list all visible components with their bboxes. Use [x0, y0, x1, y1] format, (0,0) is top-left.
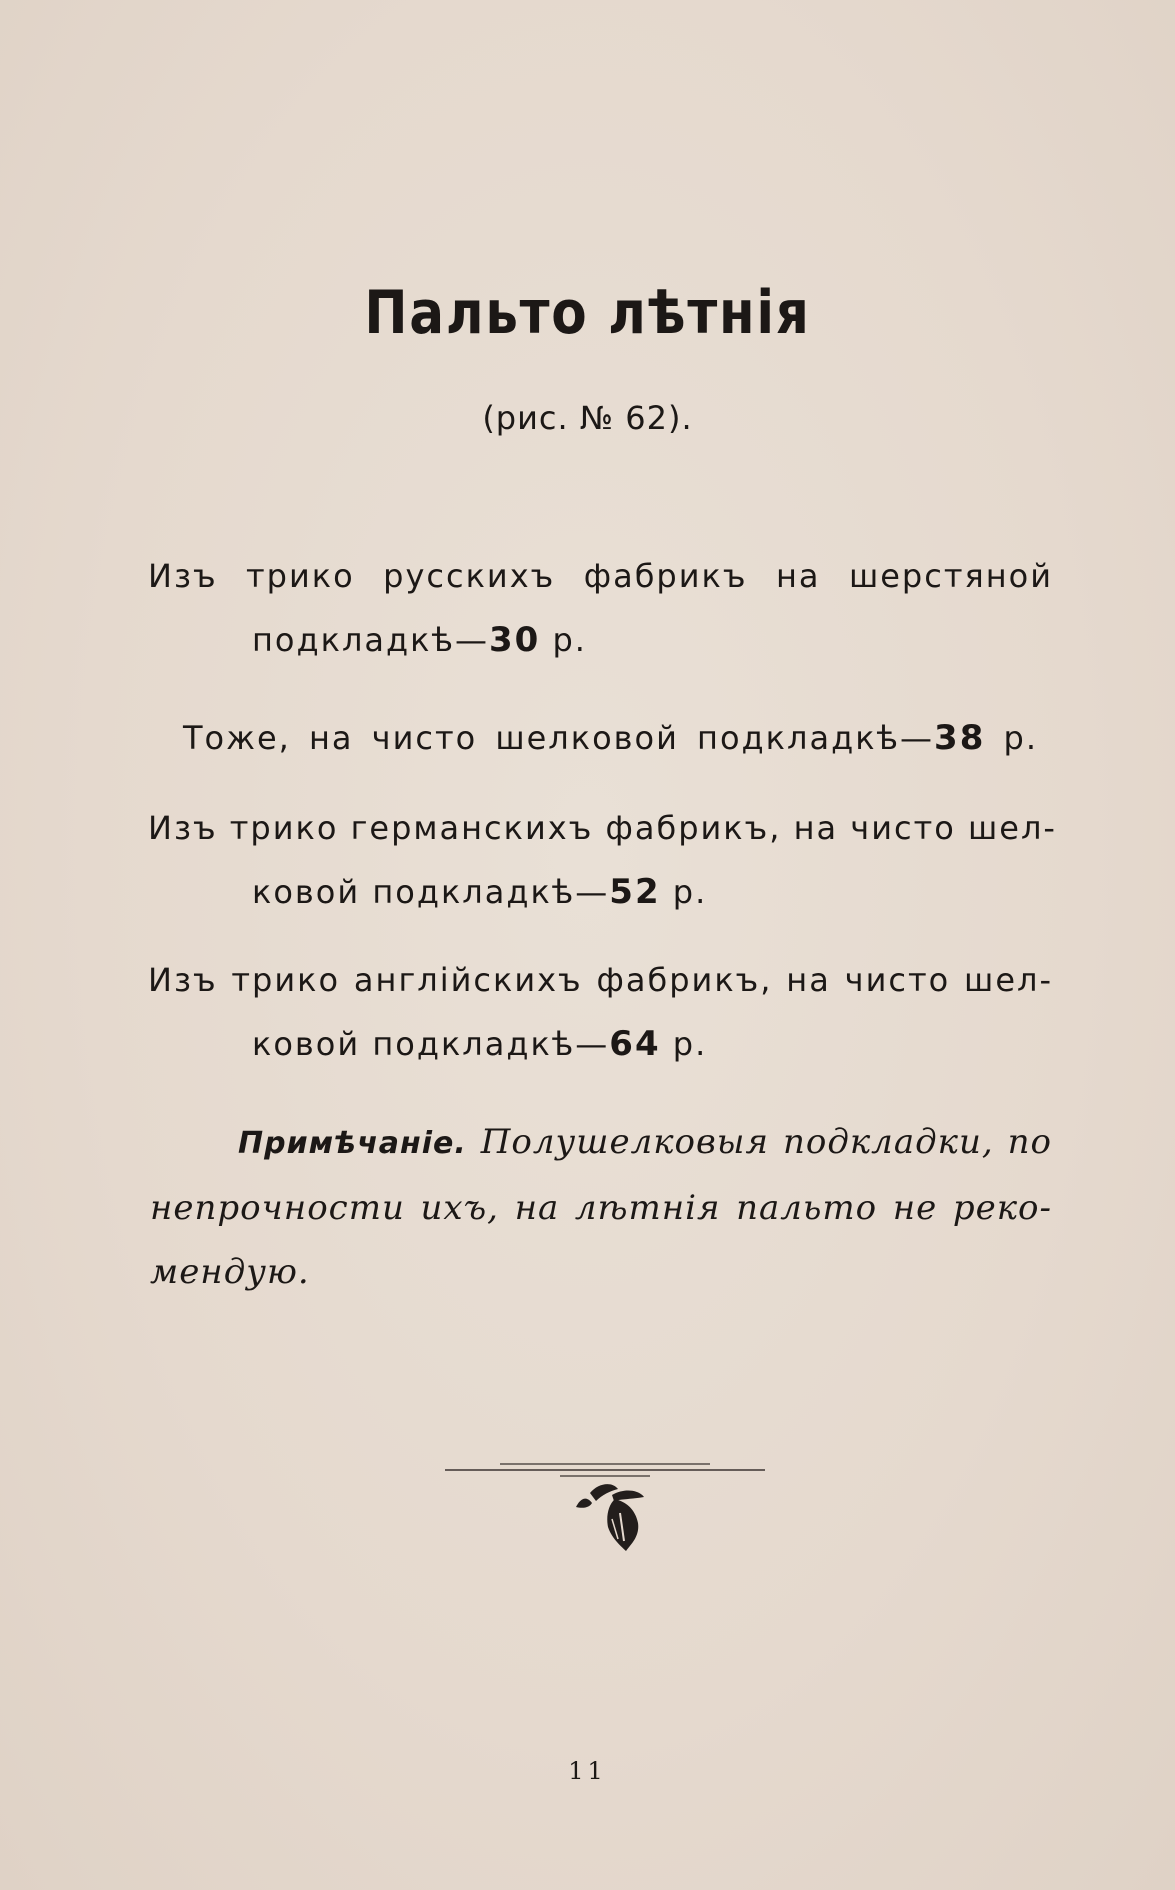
entry-text: ковой подкладкѣ—: [252, 873, 610, 911]
currency: р.: [985, 719, 1039, 757]
ornament-flower: [607, 1499, 638, 1551]
ornament-leaf: [576, 1499, 592, 1508]
currency: р.: [660, 1025, 708, 1063]
entry-text: Тоже, на чисто шелковой подкладкѣ—: [183, 719, 935, 757]
note-paragraph: [150, 1110, 1052, 1304]
currency: р.: [660, 873, 708, 911]
price-value: 38: [934, 718, 986, 758]
price-value: 52: [609, 872, 661, 912]
price-value: 64: [609, 1024, 661, 1064]
note-line: мендую.: [150, 1252, 310, 1292]
note-text: Полушелковыя подкладки, по: [480, 1122, 1052, 1162]
entry-line-price: [148, 608, 1053, 672]
price-entry-silk-lining: [183, 706, 1038, 770]
note-line: непрочности ихъ, на лѣтнія пальто не реко-: [150, 1188, 1052, 1228]
ornament-leaf: [612, 1491, 644, 1501]
note-label: Примѣчаніе.: [238, 1126, 467, 1161]
entry-line: Изъ трико германскихъ фабрикъ, на чисто шел-: [148, 809, 1057, 847]
currency: р.: [540, 621, 587, 659]
note-line: [150, 1110, 1052, 1176]
entry-line: Изъ трико англійскихъ фабрикъ, на чисто шел-: [148, 961, 1053, 999]
entry-line: Изъ трико русскихъ фабрикъ на шерстяной: [148, 557, 1053, 595]
price-value: 30: [488, 620, 541, 660]
entry-line-price: [148, 1012, 1053, 1076]
entry-text: подкладкѣ—: [252, 621, 489, 659]
entry-text: ковой подкладкѣ—: [252, 1025, 610, 1063]
page-title: Пальто лѣтнія: [364, 278, 811, 348]
figure-reference: (рис. № 62).: [482, 399, 693, 437]
price-entry-russian: [148, 544, 1053, 672]
entry-line-price: [148, 860, 1053, 924]
flower-ornament-icon: [440, 1455, 770, 1555]
price-entry-german: [148, 796, 1057, 924]
price-entry-english: [148, 948, 1053, 1076]
page-number: 11: [568, 1757, 607, 1785]
